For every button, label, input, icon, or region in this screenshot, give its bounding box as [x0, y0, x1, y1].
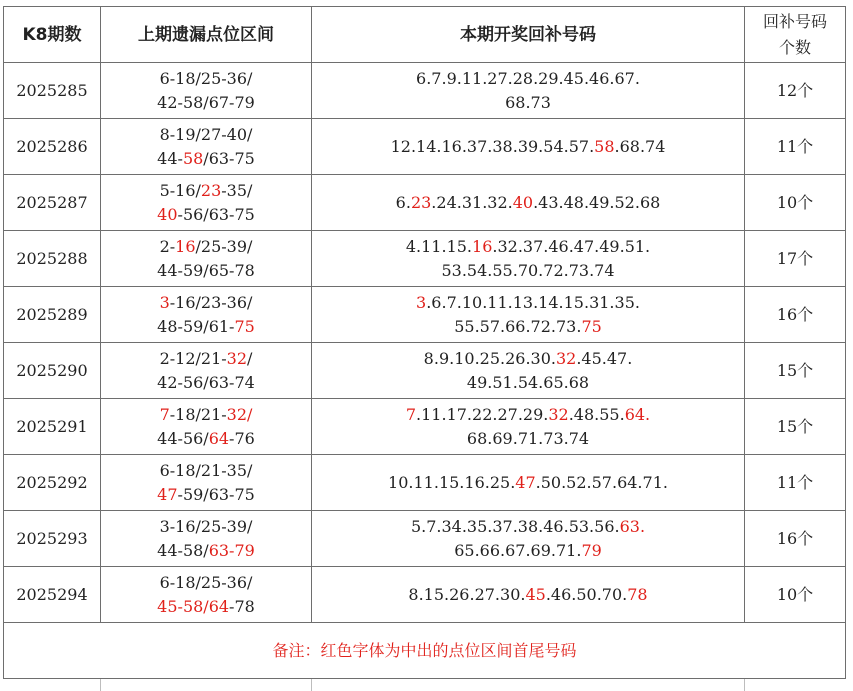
draw-numbers-cell	[312, 343, 745, 399]
number-text: .6.7.10.11.13.14.15.31.35.	[426, 292, 640, 312]
omitted-range-cell-line	[101, 315, 311, 339]
period-cell: 2025288	[4, 231, 101, 287]
draw-numbers-cell	[312, 231, 745, 287]
number-text: .46.50.70.	[545, 584, 628, 604]
number-text: 3-16/25-39/	[159, 516, 253, 536]
number-text: -76	[229, 428, 255, 448]
number-text: /63-75	[203, 148, 255, 168]
number-text: .32.37.46.47.49.51.	[492, 236, 651, 256]
draw-numbers-cell-line	[312, 259, 744, 283]
number-text: 48-59/61-	[157, 316, 235, 336]
table-row	[4, 343, 846, 399]
period-cell: 2025286	[4, 119, 101, 175]
count-cell: 11个	[745, 119, 846, 175]
period-cell: 2025294	[4, 567, 101, 623]
hit-number: 32	[226, 348, 248, 368]
number-text: -16/23-36/	[169, 292, 253, 312]
omitted-range-cell-line	[101, 459, 311, 483]
draw-numbers-cell-line	[312, 471, 744, 495]
header-omitted-range: 上期遗漏点位区间	[101, 7, 312, 63]
hit-number: 3	[416, 292, 427, 312]
stub-divider	[744, 679, 745, 691]
number-text: 6.7.9.11.27.28.29.45.46.67.	[416, 68, 640, 88]
number-text: 44-58/	[157, 540, 209, 560]
hit-number: 7	[159, 404, 170, 424]
draw-numbers-cell-line	[312, 427, 744, 451]
hit-number: 7	[405, 404, 417, 424]
hit-number: 47	[515, 472, 536, 492]
omitted-range-cell	[101, 287, 312, 343]
omitted-range-cell-line	[101, 67, 311, 91]
note-text: 备注：红色字体为中出的点位区间首尾号码	[4, 623, 846, 679]
omitted-range-cell	[101, 343, 312, 399]
hit-number: 64	[208, 428, 230, 448]
count-cell: 10个	[745, 175, 846, 231]
number-text: 6-18/21-35/	[159, 460, 253, 480]
hit-number: 63.	[619, 516, 646, 536]
period-cell: 2025285	[4, 63, 101, 119]
period-cell: 2025289	[4, 287, 101, 343]
omitted-range-cell-line	[101, 595, 311, 619]
count-cell: 15个	[745, 399, 846, 455]
draw-numbers-cell-line	[312, 67, 744, 91]
number-text: 8.9.10.25.26.30.	[423, 348, 556, 368]
number-text: 10.11.15.16.25.	[388, 472, 516, 492]
omitted-range-cell	[101, 231, 312, 287]
header-period: K8期数	[4, 7, 101, 63]
hit-number: 40	[157, 204, 178, 224]
omitted-range-cell	[101, 63, 312, 119]
number-text: 5-16/	[159, 180, 201, 200]
draw-numbers-cell	[312, 175, 745, 231]
hit-number: 45-58/64	[157, 596, 230, 616]
period-cell: 2025287	[4, 175, 101, 231]
draw-numbers-cell	[312, 511, 745, 567]
omitted-range-cell-line	[101, 539, 311, 563]
header-draw-numbers: 本期开奖回补号码	[312, 7, 745, 63]
draw-numbers-cell-line	[312, 539, 744, 563]
draw-numbers-cell-line	[312, 91, 744, 115]
period-cell: 2025293	[4, 511, 101, 567]
omitted-range-cell	[101, 399, 312, 455]
number-text: .68.74	[614, 136, 666, 156]
draw-numbers-cell-line	[312, 315, 744, 339]
omitted-range-cell-line	[101, 291, 311, 315]
header-count-line2: 个数	[778, 37, 811, 57]
header-row	[4, 7, 846, 63]
hit-number: 75	[581, 316, 602, 336]
omitted-range-cell-line	[101, 147, 311, 171]
draw-numbers-cell-line	[312, 515, 744, 539]
number-text: 44-	[157, 148, 183, 168]
number-text: 68.73	[505, 92, 551, 112]
table-row	[4, 231, 846, 287]
table-row	[4, 455, 846, 511]
omitted-range-cell-line	[101, 203, 311, 227]
hit-number: 78	[627, 584, 648, 604]
hit-number: 58	[182, 148, 204, 168]
number-text: .43.48.49.52.68	[533, 192, 661, 212]
number-text: 8.15.26.27.30.	[408, 584, 526, 604]
count-cell: 17个	[745, 231, 846, 287]
number-text: 2-12/21-	[159, 348, 227, 368]
draw-numbers-cell	[312, 287, 745, 343]
number-text: .45.47.	[576, 348, 633, 368]
number-text: 5.7.34.35.37.38.46.53.56.	[410, 516, 620, 536]
draw-numbers-cell	[312, 455, 745, 511]
number-text: 4.11.15.	[405, 236, 473, 256]
number-text: 6-18/25-36/	[159, 68, 253, 88]
omitted-range-cell	[101, 567, 312, 623]
number-text: 6.	[395, 192, 411, 212]
omitted-range-cell	[101, 175, 312, 231]
hit-number: 64.	[624, 404, 651, 424]
draw-numbers-cell-line	[312, 403, 744, 427]
draw-numbers-cell-line	[312, 135, 744, 159]
number-text: -18/21-	[169, 404, 227, 424]
hit-number: 32	[548, 404, 569, 424]
draw-numbers-cell	[312, 567, 745, 623]
omitted-range-cell-line	[101, 179, 311, 203]
number-text: 44-59/65-78	[157, 260, 255, 280]
table-row	[4, 119, 846, 175]
omitted-range-cell-line	[101, 235, 311, 259]
number-text: .11.17.22.27.29.	[416, 404, 549, 424]
count-cell: 15个	[745, 343, 846, 399]
hit-number: 23	[410, 192, 432, 212]
hit-number: 3	[159, 292, 170, 312]
number-text: -35/	[221, 180, 253, 200]
omitted-range-cell	[101, 511, 312, 567]
number-text: 49.51.54.65.68	[466, 372, 590, 392]
count-cell: 16个	[745, 287, 846, 343]
omitted-range-cell-line	[101, 371, 311, 395]
stub-divider	[311, 679, 312, 691]
number-text: 6-18/25-36/	[159, 572, 253, 592]
note-row	[4, 623, 846, 679]
number-text: 8-19/27-40/	[159, 124, 253, 144]
draw-numbers-cell	[312, 63, 745, 119]
draw-numbers-cell-line	[312, 291, 744, 315]
omitted-range-cell	[101, 119, 312, 175]
omitted-range-cell-line	[101, 571, 311, 595]
hit-number: 63-79	[208, 540, 255, 560]
table-body	[4, 63, 846, 623]
hit-number: 75	[234, 316, 255, 336]
number-text: 44-56/	[157, 428, 209, 448]
number-text: /25-39/	[195, 236, 253, 256]
omitted-range-cell	[101, 455, 312, 511]
table-row	[4, 63, 846, 119]
number-text: 42-56/63-74	[157, 372, 255, 392]
table-row	[4, 287, 846, 343]
period-cell: 2025291	[4, 399, 101, 455]
omitted-range-cell-line	[101, 91, 311, 115]
number-text: -78	[229, 596, 255, 616]
count-cell: 12个	[745, 63, 846, 119]
number-text: .24.31.32.	[431, 192, 513, 212]
hit-number: 58	[594, 136, 615, 156]
table-row	[4, 511, 846, 567]
omitted-range-cell-line	[101, 123, 311, 147]
header-count	[745, 7, 846, 63]
draw-numbers-cell-line	[312, 191, 744, 215]
number-text: -56/63-75	[177, 204, 255, 224]
number-text: 42-58/67-79	[157, 92, 255, 112]
hit-number: 16	[175, 236, 196, 256]
hit-number: 32	[555, 348, 577, 368]
number-text: .48.55.	[568, 404, 625, 424]
hit-number: 16	[472, 236, 493, 256]
number-text: /	[247, 348, 253, 368]
number-text: 55.57.66.72.73.	[454, 316, 582, 336]
count-cell: 11个	[745, 455, 846, 511]
draw-numbers-cell-line	[312, 347, 744, 371]
hit-number: 45	[525, 584, 546, 604]
draw-numbers-cell-line	[312, 583, 744, 607]
lottery-table-wrapper	[3, 6, 846, 679]
draw-numbers-cell	[312, 119, 745, 175]
number-text: 53.54.55.70.72.73.74	[441, 260, 615, 280]
table-row	[4, 567, 846, 623]
omitted-range-cell-line	[101, 403, 311, 427]
number-text: .50.52.57.64.71.	[535, 472, 668, 492]
hit-number: 23	[200, 180, 222, 200]
omitted-range-cell-line	[101, 427, 311, 451]
table-row	[4, 175, 846, 231]
number-text: 65.66.67.69.71.	[454, 540, 582, 560]
number-text: 2-	[159, 236, 176, 256]
table-row	[4, 399, 846, 455]
hit-number: 47	[157, 484, 178, 504]
omitted-range-cell-line	[101, 259, 311, 283]
hit-number: 40	[512, 192, 534, 212]
draw-numbers-cell	[312, 399, 745, 455]
header-count-line1: 回补号码	[762, 11, 827, 31]
draw-numbers-cell-line	[312, 235, 744, 259]
omitted-range-cell-line	[101, 515, 311, 539]
period-cell: 2025290	[4, 343, 101, 399]
stub-divider	[100, 679, 101, 691]
k8-period-table	[3, 6, 846, 679]
next-row-stub	[3, 679, 845, 691]
hit-number: 79	[581, 540, 602, 560]
period-cell: 2025292	[4, 455, 101, 511]
omitted-range-cell-line	[101, 347, 311, 371]
number-text: -59/63-75	[177, 484, 255, 504]
number-text: 68.69.71.73.74	[466, 428, 590, 448]
number-text: 12.14.16.37.38.39.54.57.	[390, 136, 595, 156]
hit-number: 32/	[226, 404, 253, 424]
count-cell: 16个	[745, 511, 846, 567]
draw-numbers-cell-line	[312, 371, 744, 395]
count-cell: 10个	[745, 567, 846, 623]
omitted-range-cell-line	[101, 483, 311, 507]
